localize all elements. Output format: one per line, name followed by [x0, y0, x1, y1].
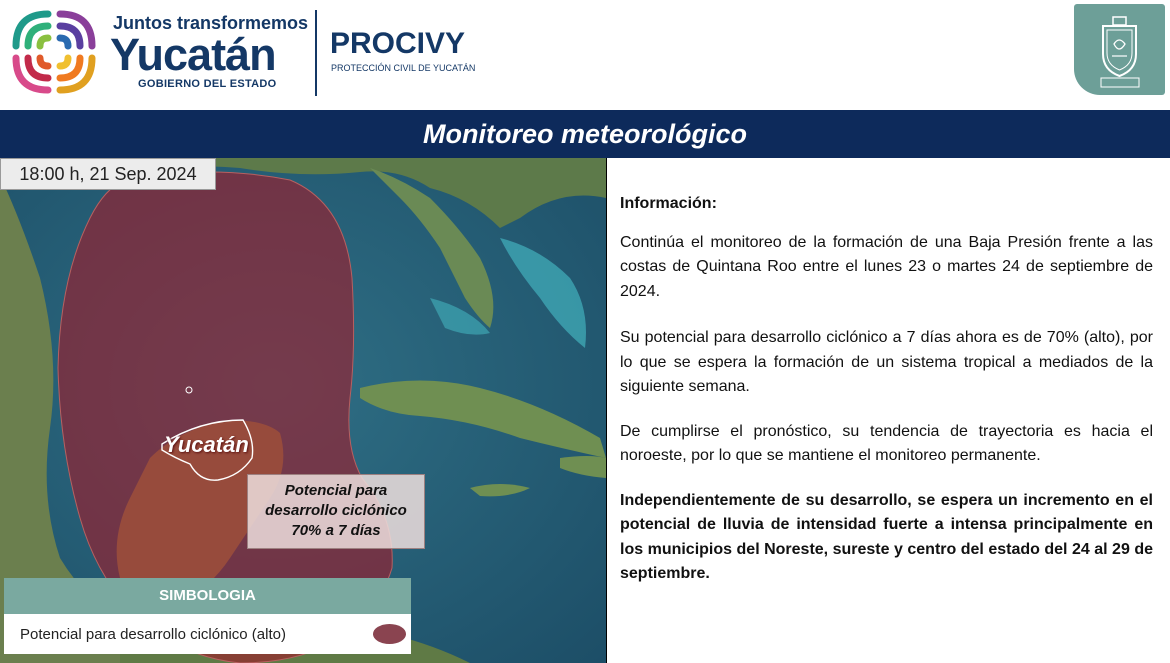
shield-icon [1074, 4, 1165, 95]
agency-name: PROCIVY [330, 27, 466, 60]
potential-callout [247, 474, 425, 549]
brand-name: Yucatán [110, 29, 276, 80]
header-divider [315, 10, 317, 96]
state-shield-emblem [1074, 4, 1165, 95]
yucatan-logo-icon [8, 6, 100, 98]
map-timestamp: 18:00 h, 21 Sep. 2024 [0, 158, 216, 190]
brand-tagline: Juntos transformemos [113, 13, 309, 33]
header [0, 0, 1170, 110]
potential-line-3: 70% a 7 días [291, 522, 381, 539]
agency-subtitle: PROTECCIÓN CIVIL DE YUCATÁN [331, 63, 476, 73]
title-bar [0, 110, 1170, 158]
page-title: Monitoreo meteorológico [423, 119, 747, 149]
legend-title: SIMBOLOGIA [4, 578, 411, 614]
satellite-map [0, 158, 606, 663]
info-paragraph-1: Continúa el monitoreo de la formación de una Baja Presión frente a las costas de Quintana Roo entre el lunes 23 o martes 24 de septiembre de 2024. [620, 233, 1153, 300]
info-content [620, 192, 1153, 587]
potential-line-2: desarrollo ciclónico [265, 502, 407, 519]
info-heading: Información: [620, 195, 717, 212]
map-legend [4, 578, 411, 654]
info-panel [606, 158, 1168, 663]
legend-item-label: Potencial para desarrollo ciclónico (alto) [20, 626, 286, 643]
info-paragraph-2: Su potencial para desarrollo ciclónico a 7 días ahora es de 70% (alto), por lo que se espera la formación de un sistema tropical a mediados de la siguiente semana. [620, 329, 1153, 395]
brand-subtitle: GOBIERNO DEL ESTADO [138, 78, 277, 90]
potential-line-1: Potencial para [284, 482, 388, 499]
legend-swatch-icon [373, 624, 406, 644]
region-label: Yucatán [164, 432, 249, 457]
info-paragraph-3: De cumplirse el pronóstico, su tendencia de trayectoria es hacia el noroeste, por lo que se mantiene el monitoreo permanente. [620, 422, 1153, 464]
info-paragraph-4: Independientemente de su desarrollo, se espera un incremento en el potencial de lluvia de intensidad fuerte a intensa principalmente en los municipios del Noreste, sureste y centro del estado del 24 al 29 de septiembre. [620, 491, 1153, 582]
